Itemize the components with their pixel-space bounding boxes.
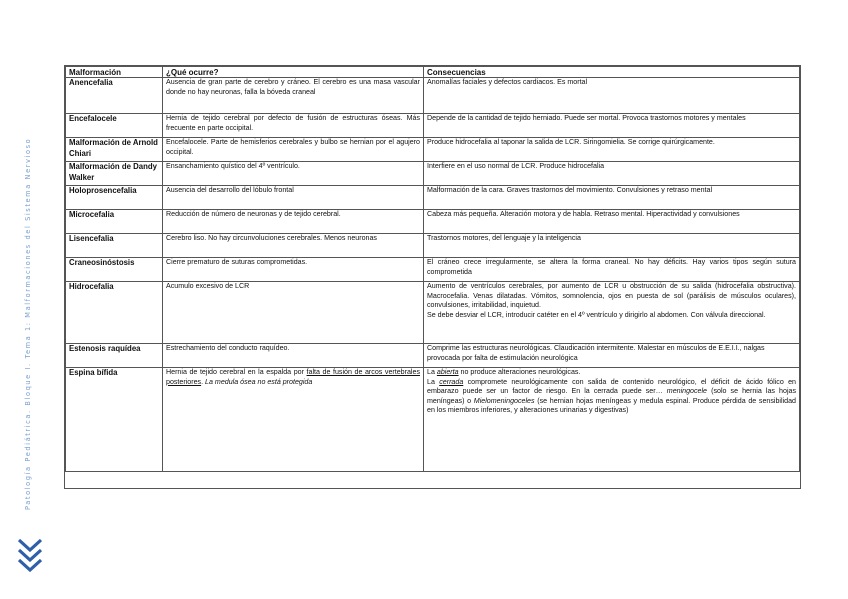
row-name: Holoprosencefalia (66, 186, 163, 210)
row-what: Ensanchamiento quístico del 4º ventrículo. (163, 162, 424, 186)
row-what: Encefalocele. Parte de hemisferios cerebrales y bulbo se hernian por el agujero occipital. (163, 138, 424, 162)
malformations-table (65, 66, 800, 472)
spina-underlined-cause: falta de fusión de arcos vertebrales posteriores (166, 368, 420, 386)
open-term: abierta (436, 368, 459, 377)
row-name: Lisencefalia (66, 234, 163, 258)
header-what-happens: ¿Qué ocurre? (163, 67, 424, 78)
spina-what-text: Hernia de tejido cerebral en la espalda por (166, 368, 307, 377)
row-what: Cierre prematuro de suturas comprometidas. (163, 258, 424, 282)
header-consequences: Consecuencias (424, 67, 800, 78)
table-row (66, 282, 800, 344)
hydrocephalus-consequences: Aumento de ventrículos cerebrales, por aumento de LCR u obstrucción de su salida (hidrocefalia obstructiva). Macrocefalia. Venas dilatadas. Vómitos, somnolencia, ojos en puesta de sol (parálisis de músculos oculares), convulsiones, irritabilidad, inquietud. (427, 282, 796, 310)
open-spina-line (427, 368, 796, 377)
table-row (66, 368, 800, 472)
closed-prefix: La (427, 377, 440, 386)
table-header-row (66, 67, 800, 78)
row-consequences: Malformación de la cara. Graves trastornos del movimiento. Convulsiones y retraso mental (424, 186, 800, 210)
spina-italic-note: La medula ósea no está protegida (205, 377, 313, 386)
open-prefix: La (427, 368, 437, 377)
row-consequences (424, 368, 800, 472)
row-what: Estrechamiento del conducto raquídeo. (163, 344, 424, 368)
closed-spina-paragraph (427, 378, 796, 416)
row-what (163, 368, 424, 472)
row-what: Cerebro liso. No hay circunvoluciones cerebrales. Menos neuronas (163, 234, 424, 258)
myelomeningocele-term: Mielomeningoceles (473, 396, 535, 405)
vertical-running-header (22, 40, 36, 510)
row-name: Malformación de Dandy Walker (66, 162, 163, 186)
closed-mid-text: (solo se hernia las hojas meníngeas) o (427, 387, 797, 405)
row-consequences (424, 282, 800, 344)
closed-term: cerrada (439, 377, 464, 386)
malformations-table-frame (64, 65, 801, 489)
row-name: Hidrocefalia (66, 282, 163, 344)
side-note-text: Patología Pediátrica. Bloque I. Tema 1: Malformaciones del Sistema Nervioso (24, 137, 32, 510)
row-what: Ausencia de gran parte de cerebro y cráneo. El cerebro es una masa vascular donde no hay neuronas, falla la bóveda craneal (163, 78, 424, 114)
table-row (66, 114, 800, 138)
row-consequences: Interfiere en el uso normal de LCR. Produce hidrocefalia (424, 162, 800, 186)
row-consequences: Anomalías faciales y defectos cardiacos. Es mortal (424, 78, 800, 114)
double-chevron-down-icon (17, 536, 43, 576)
row-what: Hernia de tejido cerebral por defecto de fusión de estructuras óseas. Más frecuente en parte occipital. (163, 114, 424, 138)
row-consequences: El cráneo crece irregularmente, se altera la forma craneal. No hay déficits. Hay varios tipos según sutura comprometida (424, 258, 800, 282)
table-row (66, 344, 800, 368)
open-text: no produce alteraciones neurológicas. (458, 368, 581, 377)
table-row (66, 162, 800, 186)
row-consequences: Comprime las estructuras neurológicas. Claudicación intermitente. Malestar en músculos de E.E.I.I., nalgas provocada por falta de estimulación neurológica (424, 344, 800, 368)
row-name: Microcefalia (66, 210, 163, 234)
closed-end-text: (se hernian hojas meníngeas y medula espinal. Produce pérdida de sensibilidad en los miembros inferiores, y alteraciones urinarias y digestivas) (427, 396, 796, 415)
table-row (66, 210, 800, 234)
meningocele-term: meningocele (666, 387, 708, 396)
row-what: Reducción de número de neuronas y de tejido cerebral. (163, 210, 424, 234)
table-row (66, 186, 800, 210)
table-row (66, 234, 800, 258)
row-name: Espina bífida (66, 368, 163, 472)
row-consequences: Cabeza más pequeña. Alteración motora y de habla. Retraso mental. Hiperactividad y convulsiones (424, 210, 800, 234)
row-name: Malformación de Arnold Chiari (66, 138, 163, 162)
header-malformation: Malformación (66, 67, 163, 78)
row-name: Estenosis raquídea (66, 344, 163, 368)
row-consequences: Produce hidrocefalia al taponar la salida de LCR. Siringomielia. Se corrige quirúrgicamente. (424, 138, 800, 162)
closed-text: compromete neurológicamente con salida de contenido neurológico, el déficit de ácido fólico en embarazo puede ser un factor de riesgo. En la cerrada puede ser… (427, 377, 796, 396)
table-row (66, 78, 800, 114)
row-name: Anencefalia (66, 78, 163, 114)
row-name: Encefalocele (66, 114, 163, 138)
spina-separator: . (201, 377, 206, 386)
table-row (66, 138, 800, 162)
row-consequences: Trastornos motores, del lenguaje y la inteligencia (424, 234, 800, 258)
row-what: Ausencia del desarrollo del lóbulo frontal (163, 186, 424, 210)
row-consequences: Depende de la cantidad de tejido herniado. Puede ser mortal. Provoca trastornos motores y mentales (424, 114, 800, 138)
hydrocephalus-treatment: Se debe desviar el LCR, introducir catéter en el 4º ventrículo y dirigirlo al abdomen. Con válvula direccional. (427, 310, 766, 319)
table-row (66, 258, 800, 282)
row-name: Craneosinóstosis (66, 258, 163, 282)
row-what: Acumulo excesivo de LCR (163, 282, 424, 344)
